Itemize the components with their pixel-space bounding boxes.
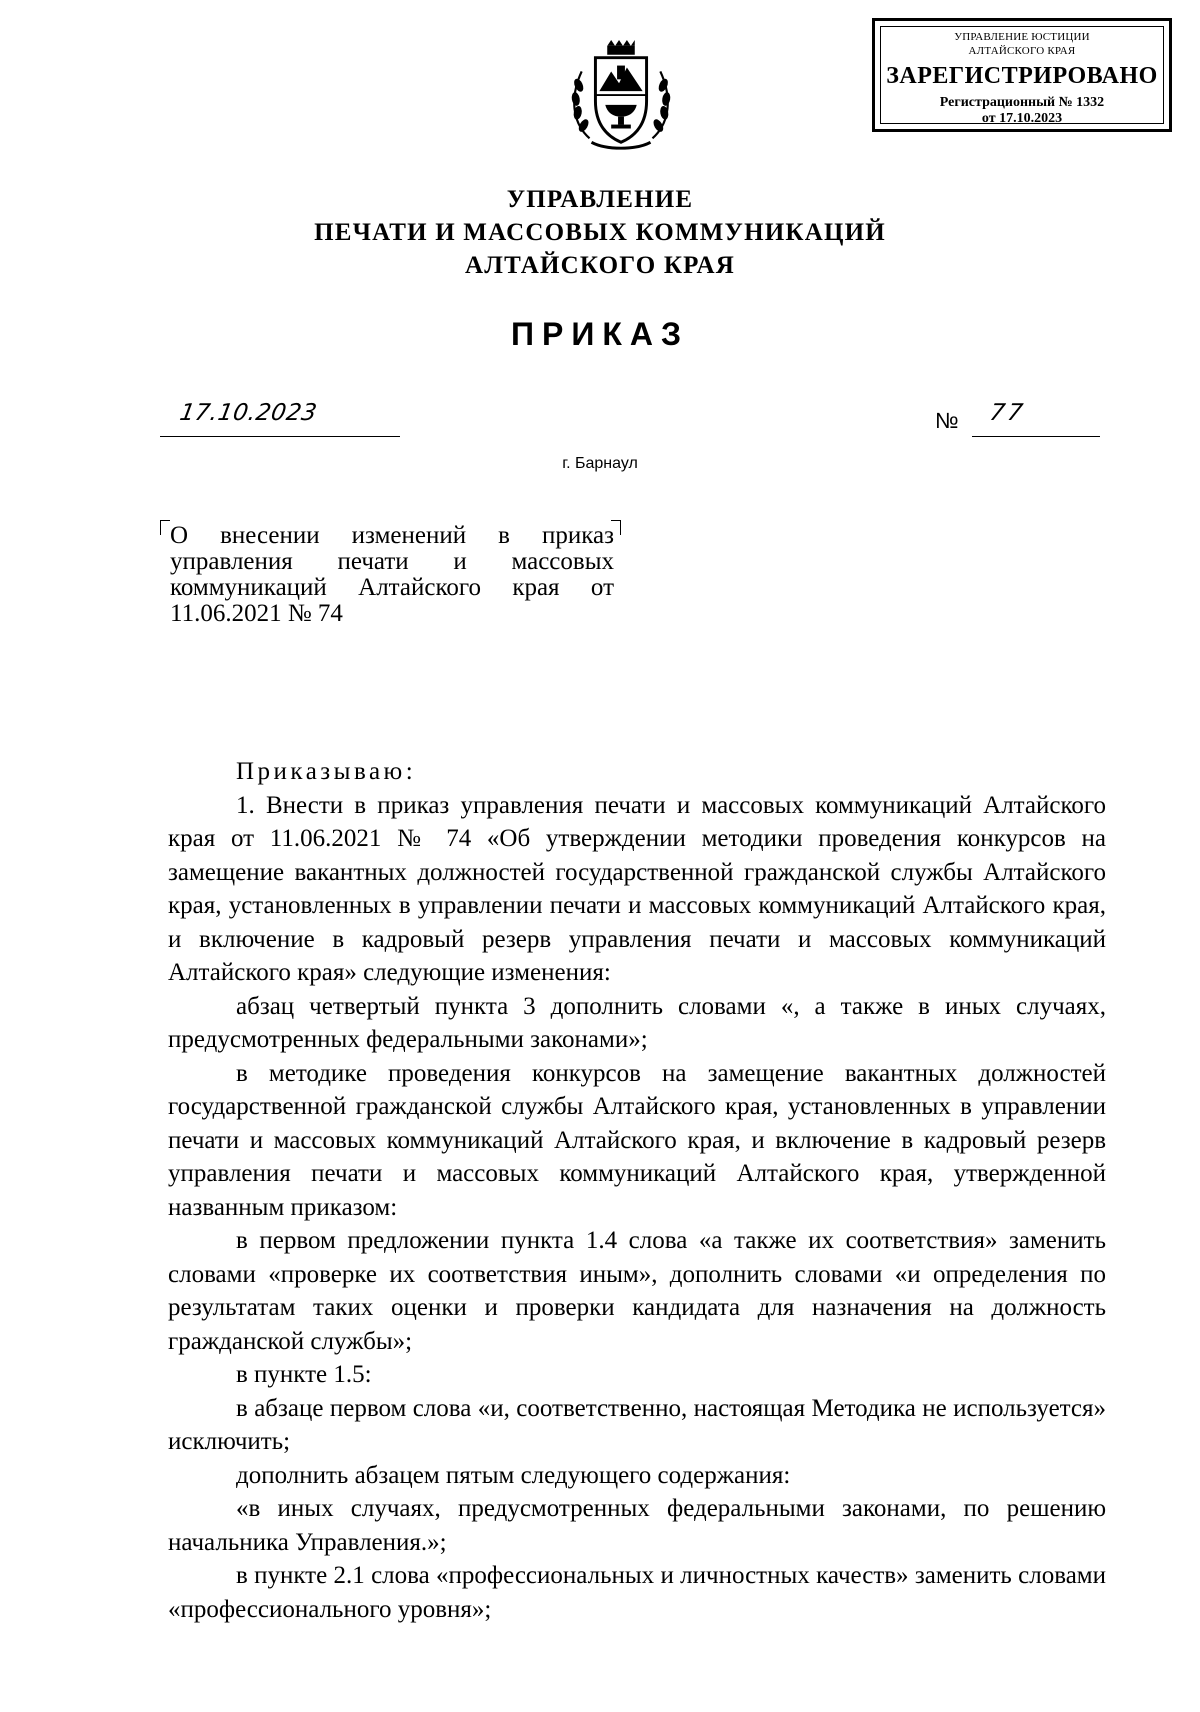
agency-name	[0, 183, 1200, 282]
body-paragraph: 1. Внести в приказ управления печати и массовых коммуникаций Алтайского края от 11.06.2021 № 74 «Об утверждении методики проведения конкурсов на замещение вакантных должностей государственной гражданской службы Алтайского края, установленных в управлении печати и массовых коммуникаций Алтайского края, и включение в кадровый резерв управления печати и массовых коммуникаций Алтайского края» следующие изменения:	[168, 791, 1106, 986]
order-directive-word: Приказываю:	[236, 758, 417, 785]
order-number-handwritten: 77	[987, 400, 1028, 426]
body-paragraph: дополнить абзацем пятым следующего содержания:	[236, 1461, 791, 1489]
city-name: г. Барнаул	[562, 455, 638, 472]
agency-name-line-1: УПРАВЛЕНИЕ	[506, 186, 694, 213]
agency-name-line-2: ПЕЧАТИ И МАССОВЫХ КОММУНИКАЦИЙ	[314, 219, 886, 246]
agency-name-line-3: АЛТАЙСКОГО КРАЯ	[465, 252, 735, 279]
body-paragraph: «в иных случаях, предусмотренных федеральными законами, по решению начальника Управления.»;	[168, 1495, 1106, 1556]
body-paragraph: в пункте 2.1 слова «профессиональных и личностных качеств» заменить словами «профессионального уровня»;	[168, 1562, 1106, 1623]
body-paragraph: в первом предложении пункта 1.4 слова «а также их соответствия» заменить словами «проверке их соответствия иным», дополнить словами «и определения по результатам таких оценки и проверки кандидата для назначения на должность гражданской службы»;	[168, 1227, 1106, 1355]
subject-bracket-left	[160, 520, 170, 535]
order-subject: О внесении изменений в приказ управления печати и массовых коммуникаций Алтайского края от 11.06.2021 № 74	[170, 522, 614, 627]
document-type-title: ПРИКАЗ	[510, 316, 690, 352]
body-paragraph: в пункте 1.5:	[236, 1361, 372, 1388]
altai-coat-of-arms-icon	[562, 40, 680, 158]
stamp-registered-label: ЗАРЕГИСТРИРОВАНО	[886, 63, 1158, 89]
body-paragraph: в методике проведения конкурсов на замещение вакантных должностей государственной гражданской службы Алтайского края, установленных в управлении печати и массовых коммуникаций Алтайского края, и включение в кадровый резерв управления печати и массовых коммуникаций Алтайского края, утвержденной названным приказом:	[168, 1059, 1106, 1221]
order-number-sign: №	[935, 408, 959, 433]
stamp-registration-number: Регистрационный № 1332	[939, 95, 1105, 110]
stamp-registration-date: от 17.10.2023	[981, 111, 1063, 126]
body-paragraph: абзац четвертый пункта 3 дополнить словами «, а также в иных случаях, предусмотренных федеральными законами»;	[168, 992, 1106, 1053]
stamp-agency-line-2: АЛТАЙСКОГО КРАЯ	[968, 45, 1076, 57]
body-paragraph: в абзаце первом слова «и, соответственно, настоящая Методика не используется» исключить;	[168, 1394, 1106, 1455]
order-date-field	[160, 400, 400, 437]
order-body	[168, 755, 1106, 1626]
stamp-agency-line-1: УПРАВЛЕНИЕ ЮСТИЦИИ	[954, 31, 1090, 43]
order-number-field	[972, 400, 1100, 437]
registration-stamp	[872, 18, 1172, 132]
order-date-handwritten: 17.10.2023	[177, 400, 319, 426]
